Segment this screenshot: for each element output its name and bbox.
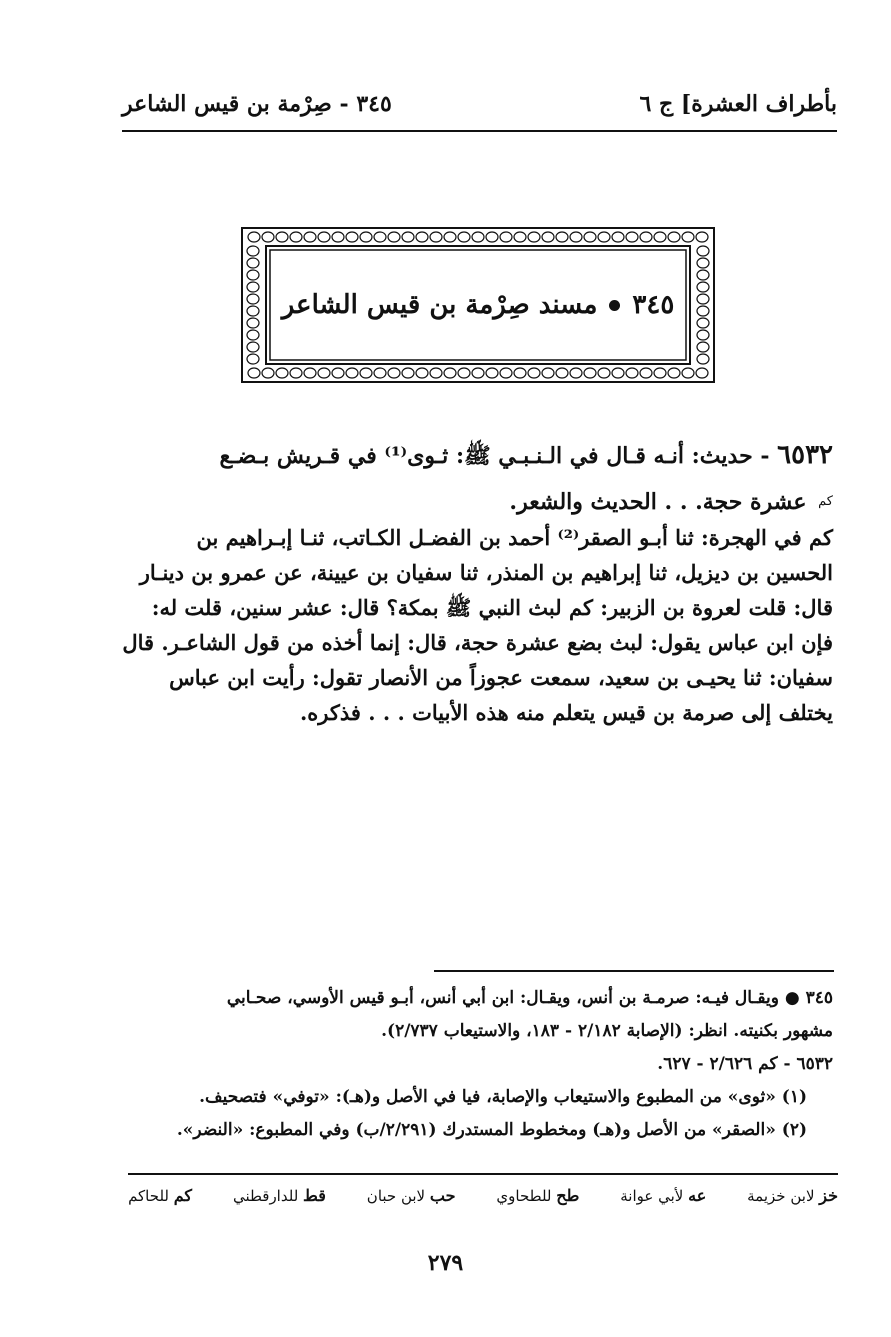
border-ornament — [514, 232, 526, 242]
border-ornament — [682, 368, 694, 378]
border-ornament — [697, 354, 709, 364]
section-number: ٣٤٥ — [632, 290, 675, 320]
border-ornament — [697, 258, 709, 268]
running-head — [122, 84, 837, 124]
border-ornament — [500, 232, 512, 242]
border-ornament — [247, 246, 259, 256]
border-ornament — [360, 232, 372, 242]
bullet-icon — [609, 300, 620, 311]
border-ornament — [668, 368, 680, 378]
border-ornament — [304, 232, 316, 242]
note-6532: ٦٥٣٢ - كم ٢/٦٢٦ - ٦٢٧. — [657, 1054, 833, 1074]
hadith-siglum: كم — [818, 494, 833, 509]
isnad-paragraph — [122, 520, 833, 730]
border-ornament — [500, 368, 512, 378]
border-ornament — [304, 368, 316, 378]
border-ornament — [697, 306, 709, 316]
border-ornament — [598, 368, 610, 378]
border-ornament — [430, 232, 442, 242]
border-ornament — [416, 232, 428, 242]
border-ornament — [374, 368, 386, 378]
section-heading: مسند صِرْمة بن قيس الشاعر — [281, 290, 598, 320]
border-ornament — [247, 342, 259, 352]
border-ornament — [262, 232, 274, 242]
border-ornament — [640, 368, 652, 378]
border-ornament — [247, 258, 259, 268]
border-ornament — [374, 232, 386, 242]
paragraph-line: فإن ابن عباس يقول: لبث بضع عشرة حجة، قال: إنما أخذه من قول الشاعـر. قال — [122, 630, 833, 655]
hadith-text-line-1: - حديث: أنـه قـال في الـنـبـي ﷺ: ثـوى⁽¹⁾ في قـريش بـضـع — [219, 443, 770, 469]
border-ornament — [570, 232, 582, 242]
border-ornament — [697, 342, 709, 352]
hadith-second-line — [128, 479, 833, 525]
border-ornament — [542, 232, 554, 242]
border-ornament — [276, 368, 288, 378]
border-ornament — [247, 306, 259, 316]
border-ornament — [346, 232, 358, 242]
border-ornament — [416, 368, 428, 378]
border-ornament — [248, 368, 260, 378]
border-ornament — [570, 368, 582, 378]
hadith-first-line — [128, 432, 833, 479]
border-ornament — [458, 232, 470, 242]
border-ornament — [668, 232, 680, 242]
border-ornament — [528, 232, 540, 242]
border-ornament — [584, 232, 596, 242]
paragraph-line: كم في الهجرة: ثنا أبـو الصقر⁽²⁾ أحمد بن الفضـل الكـاتب، ثنـا إبـراهيم بن — [196, 525, 833, 550]
footnotes — [128, 982, 833, 1147]
border-ornament — [318, 368, 330, 378]
hadith-entry — [128, 432, 833, 525]
page-number: ٢٧٩ — [427, 1250, 464, 1276]
border-ornament — [514, 368, 526, 378]
border-ornament — [290, 232, 302, 242]
border-ornament — [318, 232, 330, 242]
abbreviation-item: كم للحاكم — [128, 1186, 193, 1205]
abbreviation-item: حب لابن حبان — [366, 1186, 456, 1205]
footnote-rule — [434, 970, 834, 972]
border-ornament — [247, 294, 259, 304]
border-ornament — [486, 232, 498, 242]
border-ornament — [696, 368, 708, 378]
border-ornament — [332, 232, 344, 242]
border-ornament — [640, 232, 652, 242]
abbreviation-item: عه لأبي عوانة — [620, 1186, 707, 1205]
border-ornament — [247, 330, 259, 340]
border-ornament — [556, 232, 568, 242]
abbreviation-item: طح للطحاوي — [496, 1186, 580, 1205]
border-ornament — [626, 368, 638, 378]
running-head-book-title: بأطراف العشرة] ج ٦ — [639, 91, 837, 117]
border-ornament — [276, 232, 288, 242]
border-ornament — [444, 232, 456, 242]
abbreviation-rule — [128, 1173, 838, 1175]
border-ornament — [682, 232, 694, 242]
border-ornament — [612, 368, 624, 378]
border-ornament — [542, 368, 554, 378]
border-ornament — [697, 270, 709, 280]
border-ornament — [697, 282, 709, 292]
border-ornament — [388, 232, 400, 242]
border-ornament — [247, 282, 259, 292]
border-ornament — [458, 368, 470, 378]
border-ornament — [262, 368, 274, 378]
hadith-text-line-2: عشرة حجة. . . الحديث والشعر. — [509, 489, 807, 515]
note-345-line-2: مشهور بكنيته. انظر: (الإصابة ٢/١٨٢ - ١٨٣، والاستيعاب ٢/٧٣٧). — [381, 1021, 833, 1041]
abbreviation-item: قط للدارقطني — [232, 1186, 326, 1205]
border-ornament — [697, 294, 709, 304]
border-ornament — [388, 368, 400, 378]
border-ornament — [247, 318, 259, 328]
border-ornament — [472, 368, 484, 378]
running-head-section-title: ٣٤٥ - صِرْمة بن قيس الشاعر — [122, 91, 392, 117]
border-ornament — [430, 368, 442, 378]
note-345-line-1: ٣٤٥ ● ويقـال فيـه: صرمـة بن أنس، ويقـال: ابن أبي أنس، أبـو قيس الأوسي، صحـابي — [226, 988, 833, 1008]
border-ornament — [528, 368, 540, 378]
border-ornament — [612, 232, 624, 242]
header-rule — [122, 130, 837, 132]
section-title — [269, 249, 687, 361]
border-ornament — [346, 368, 358, 378]
border-ornament — [654, 368, 666, 378]
border-ornament — [486, 368, 498, 378]
paragraph-line: الحسين بن ديزيل، ثنا إبراهيم بن المنذر، ثنا سفيان بن عيينة، عن عمرو بن دينـار — [139, 560, 833, 585]
border-ornament — [696, 232, 708, 242]
footnote-1: (١) «ثوى» من المطبوع والاستيعاب والإصابة، فيا في الأصل و(هـ): «توفي» فتصحيف. — [199, 1087, 807, 1107]
border-ornament — [697, 330, 709, 340]
border-ornament — [584, 368, 596, 378]
border-ornament — [247, 270, 259, 280]
border-ornament — [360, 368, 372, 378]
border-ornament — [598, 232, 610, 242]
section-title-frame — [240, 226, 716, 384]
paragraph-line: قال: قلت لعروة بن الزبير: كم لبث النبي ﷺ بمكة؟ قال: عشر سنين، قلت له: — [151, 595, 833, 620]
border-ornament — [332, 368, 344, 378]
border-ornament — [654, 232, 666, 242]
abbreviation-item: خز لابن خزيمة — [747, 1186, 838, 1205]
border-ornament — [556, 368, 568, 378]
border-ornament — [444, 368, 456, 378]
abbreviation-key — [128, 1186, 838, 1205]
border-ornament — [247, 354, 259, 364]
border-ornament — [697, 246, 709, 256]
border-ornament — [402, 368, 414, 378]
border-ornament — [626, 232, 638, 242]
hadith-number: ٦٥٣٢ — [777, 440, 833, 470]
paragraph-line: سفيان: ثنا يحيـى بن سعيد، سمعت عجوزاً من الأنصار تقول: رأيت ابن عباس — [169, 665, 833, 690]
border-ornament — [697, 318, 709, 328]
paragraph-line: يختلف إلى صرمة بن قيس يتعلم منه هذه الأبيات . . . فذكره. — [299, 700, 833, 725]
border-ornament — [290, 368, 302, 378]
border-ornament — [248, 232, 260, 242]
footnote-2: (٢) «الصقر» من الأصل و(هـ) ومخطوط المستدرك (٢/٢٩١/ب) وفي المطبوع: «النضر». — [176, 1120, 807, 1140]
border-ornament — [402, 232, 414, 242]
border-ornament — [472, 232, 484, 242]
